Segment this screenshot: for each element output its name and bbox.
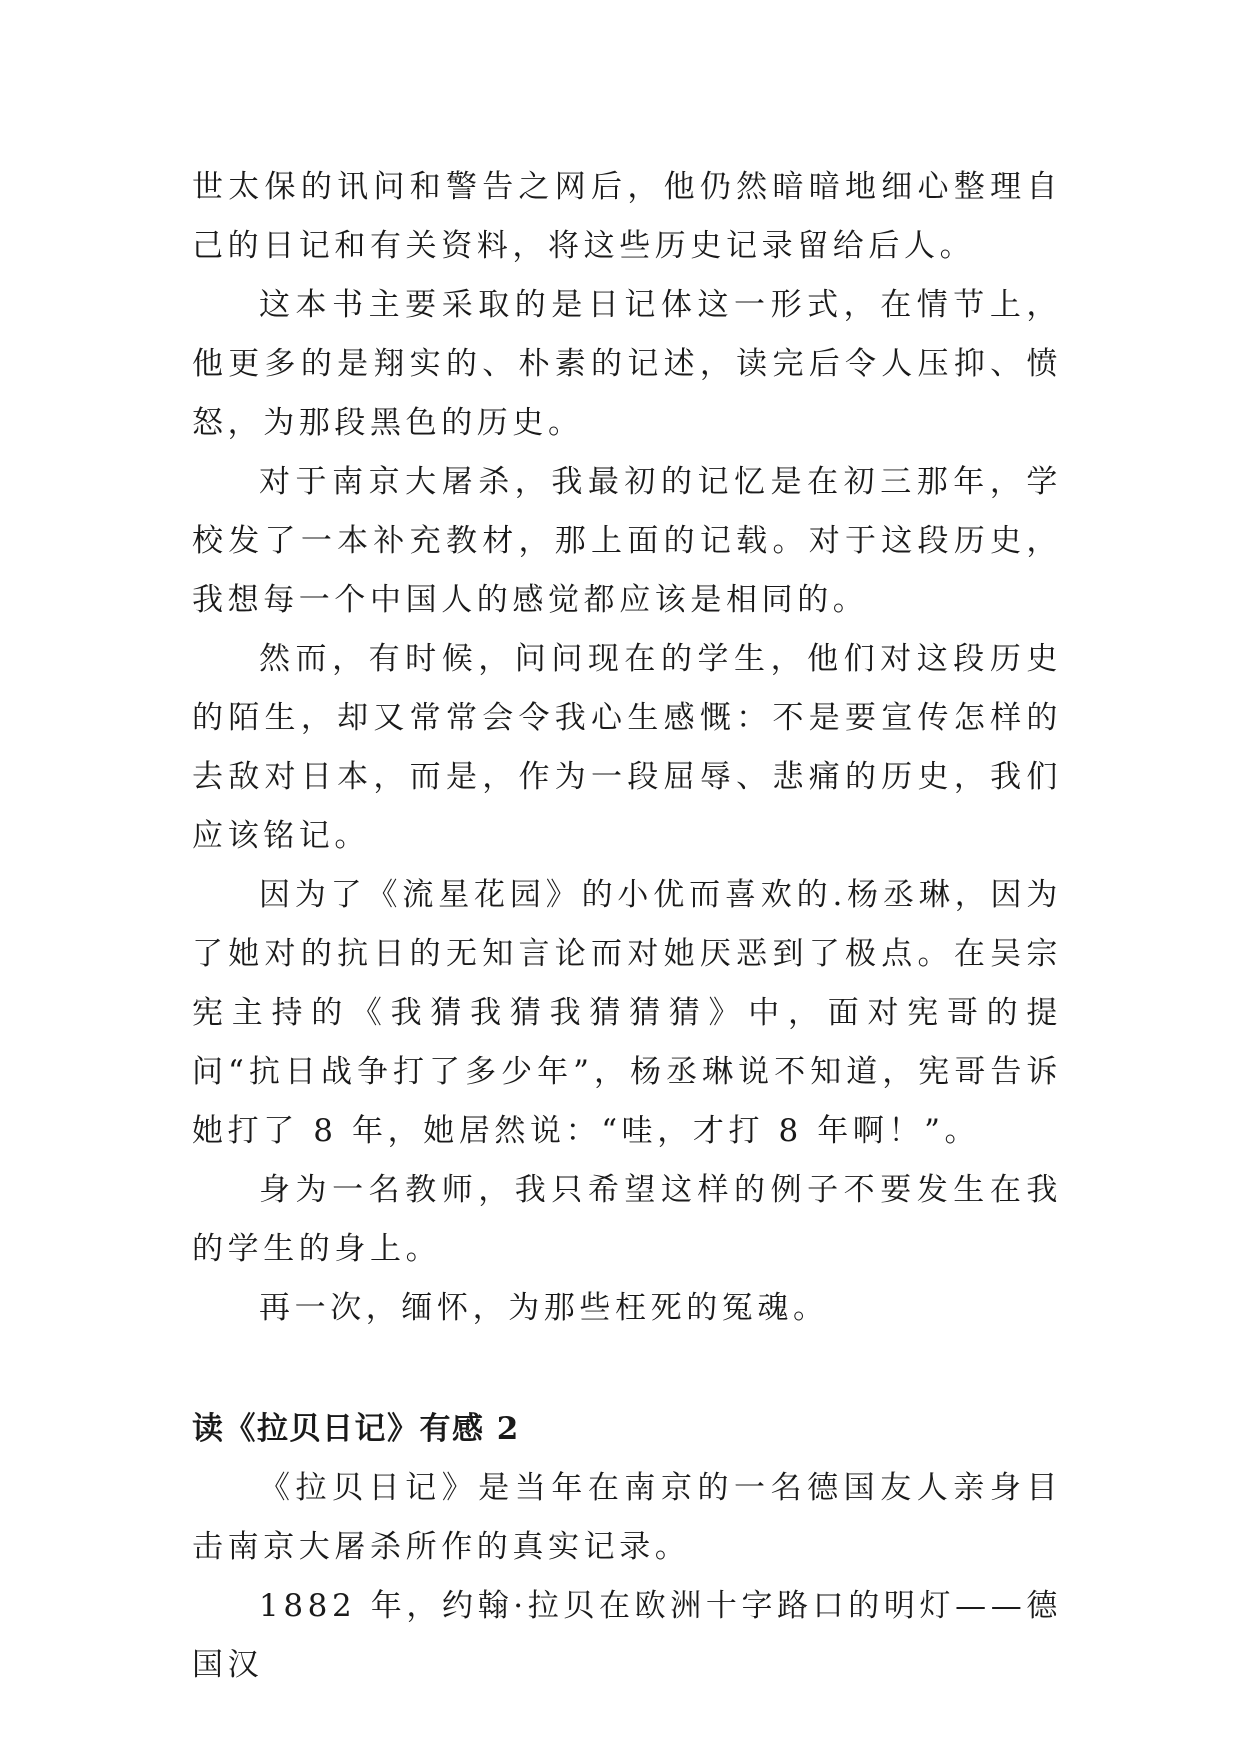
paragraph: 然而，有时候，问问现在的学生，他们对这段历史的陌生，却又常常会令我心生感慨：不是要宣传怎样的去敌对日本，而是，作为一段屈辱、悲痛的历史，我们应该铭记。 — [192, 641, 1062, 854]
section-spacer — [192, 1338, 1062, 1400]
paragraph: 对于南京大屠杀，我最初的记忆是在初三那年，学校发了一本补充教材，那上面的记载。对于这段历史，我想每一个中国人的感觉都应该是相同的。 — [192, 464, 1062, 618]
paragraph: 这本书主要采取的是日记体这一形式，在情节上，他更多的是翔实的、朴素的记述，读完后令人压抑、愤怒，为那段黑色的历史。 — [192, 287, 1062, 441]
paragraph: 世太保的讯问和警告之网后，他仍然暗暗地细心整理自己的日记和有关资料，将这些历史记录留给后人。 — [192, 169, 1062, 264]
paragraph: 1882 年，约翰·拉贝在欧洲十字路口的明灯——德国汉 — [192, 1588, 1062, 1683]
paragraph: 因为了《流星花园》的小优而喜欢的.杨丞琳，因为了她对的抗日的无知言论而对她厌恶到了极点。在吴宗宪主持的《我猜我猜我猜猜猜》中，面对宪哥的提问“抗日战争打了多少年”，杨丞琳说不知道，宪哥告诉她打了 8 年，她居然说：“哇，才打 8 年啊！”。 — [192, 877, 1062, 1149]
document-page — [192, 158, 1062, 1695]
section-title: 读《拉贝日记》有感 2 — [192, 1411, 520, 1447]
paragraph: 身为一名教师，我只希望这样的例子不要发生在我的学生的身上。 — [192, 1172, 1062, 1267]
paragraph: 《拉贝日记》是当年在南京的一名德国友人亲身目击南京大屠杀所作的真实记录。 — [192, 1470, 1062, 1565]
paragraph: 再一次，缅怀，为那些枉死的冤魂。 — [259, 1290, 829, 1326]
